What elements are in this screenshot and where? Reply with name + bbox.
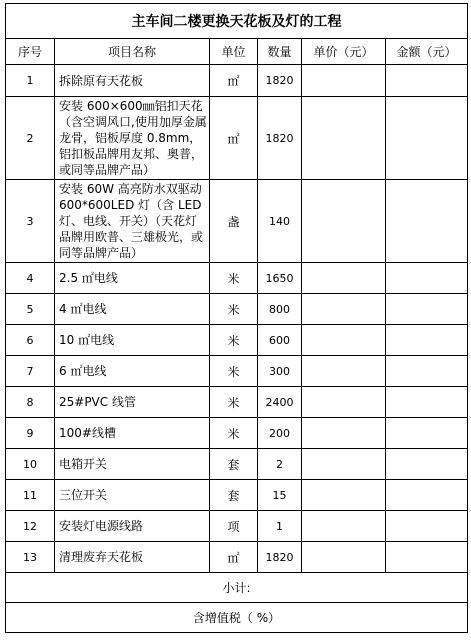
row-item-name: 10 ㎡电线: [55, 325, 210, 356]
row-quantity: 300: [258, 356, 302, 387]
row-item-name: 电箱开关: [55, 449, 210, 480]
row-unit: 米: [210, 263, 258, 294]
header-no: 序号: [6, 39, 55, 65]
row-unit-price[interactable]: [302, 542, 386, 573]
row-item-name: 2.5 ㎡电线: [55, 263, 210, 294]
table-row: [6, 356, 468, 387]
table-row: [6, 263, 468, 294]
table-row: [6, 511, 468, 542]
row-no: 5: [6, 294, 55, 325]
table-row: [6, 180, 468, 263]
row-amount[interactable]: [386, 294, 468, 325]
row-unit-price[interactable]: [302, 418, 386, 449]
row-quantity: 1: [258, 511, 302, 542]
row-item-name: 三位开关: [55, 480, 210, 511]
row-unit: 米: [210, 418, 258, 449]
row-amount[interactable]: [386, 325, 468, 356]
row-unit: ㎡: [210, 97, 258, 180]
row-unit-price[interactable]: [302, 449, 386, 480]
row-no: 4: [6, 263, 55, 294]
quotation-sheet: [5, 3, 467, 633]
row-quantity: 15: [258, 480, 302, 511]
row-amount[interactable]: [386, 263, 468, 294]
table-row: [6, 480, 468, 511]
row-no: 9: [6, 418, 55, 449]
tax-row: [6, 603, 468, 633]
header-unit: 单位: [210, 39, 258, 65]
row-amount[interactable]: [386, 180, 468, 263]
header-quantity: 数量: [258, 39, 302, 65]
row-no: 10: [6, 449, 55, 480]
table-row: [6, 387, 468, 418]
header-unit-price: 单价（元）: [302, 39, 386, 65]
header-item-name: 项目名称: [55, 39, 210, 65]
row-quantity: 2400: [258, 387, 302, 418]
row-amount[interactable]: [386, 542, 468, 573]
row-unit-price[interactable]: [302, 65, 386, 97]
table-row: [6, 542, 468, 573]
row-no: 7: [6, 356, 55, 387]
row-item-name: 6 ㎡电线: [55, 356, 210, 387]
row-amount[interactable]: [386, 449, 468, 480]
row-quantity: 140: [258, 180, 302, 263]
row-unit: 米: [210, 387, 258, 418]
row-amount[interactable]: [386, 418, 468, 449]
tax-label: 含增值税（ %）: [6, 603, 468, 633]
row-item-name: 25#PVC 线管: [55, 387, 210, 418]
row-unit-price[interactable]: [302, 480, 386, 511]
row-unit-price[interactable]: [302, 387, 386, 418]
row-no: 2: [6, 97, 55, 180]
subtotal-label: 小计:: [6, 573, 468, 603]
table-title: 主车间二楼更换天花板及灯的工程: [6, 4, 468, 39]
row-amount[interactable]: [386, 387, 468, 418]
table-row: [6, 418, 468, 449]
row-no: 6: [6, 325, 55, 356]
row-quantity: 1820: [258, 65, 302, 97]
row-quantity: 1820: [258, 97, 302, 180]
header-row: [6, 39, 468, 65]
row-item-name: 安装灯电源线路: [55, 511, 210, 542]
row-quantity: 1820: [258, 542, 302, 573]
row-unit: 项: [210, 511, 258, 542]
row-unit-price[interactable]: [302, 356, 386, 387]
row-unit: ㎡: [210, 542, 258, 573]
row-unit: ㎡: [210, 65, 258, 97]
row-no: 3: [6, 180, 55, 263]
row-unit: 米: [210, 356, 258, 387]
quotation-table: [5, 3, 468, 633]
row-item-name: 安装 600×600㎜铝扣天花（含空调风口,使用加厚金属龙骨，铝板厚度 0.8mm，铝扣板品牌用友邦、奥普，或同等品牌产品）: [55, 97, 210, 180]
table-row: [6, 97, 468, 180]
row-unit-price[interactable]: [302, 325, 386, 356]
table-row: [6, 294, 468, 325]
row-unit: 盏: [210, 180, 258, 263]
table-row: [6, 65, 468, 97]
row-amount[interactable]: [386, 65, 468, 97]
row-unit: 套: [210, 480, 258, 511]
row-no: 8: [6, 387, 55, 418]
row-amount[interactable]: [386, 480, 468, 511]
row-amount[interactable]: [386, 97, 468, 180]
row-no: 11: [6, 480, 55, 511]
table-row: [6, 325, 468, 356]
row-quantity: 2: [258, 449, 302, 480]
row-amount[interactable]: [386, 511, 468, 542]
row-unit: 米: [210, 325, 258, 356]
row-quantity: 1650: [258, 263, 302, 294]
row-amount[interactable]: [386, 356, 468, 387]
table-row: [6, 449, 468, 480]
row-unit-price[interactable]: [302, 97, 386, 180]
row-item-name: 4 ㎡电线: [55, 294, 210, 325]
row-unit-price[interactable]: [302, 294, 386, 325]
header-amount: 金额（元）: [386, 39, 468, 65]
row-no: 12: [6, 511, 55, 542]
row-quantity: 800: [258, 294, 302, 325]
row-quantity: 600: [258, 325, 302, 356]
row-item-name: 清理废弃天花板: [55, 542, 210, 573]
row-unit-price[interactable]: [302, 180, 386, 263]
row-no: 13: [6, 542, 55, 573]
row-item-name: 拆除原有天花板: [55, 65, 210, 97]
row-unit: 套: [210, 449, 258, 480]
row-item-name: 安装 60W 高亮防水双驱动 600*600LED 灯（含 LED 灯、电线、开关）（天花灯品牌用欧普、三雄极光，或同等品牌产品）: [55, 180, 210, 263]
row-no: 1: [6, 65, 55, 97]
row-unit-price[interactable]: [302, 263, 386, 294]
subtotal-row: [6, 573, 468, 603]
row-quantity: 200: [258, 418, 302, 449]
row-item-name: 100#线槽: [55, 418, 210, 449]
row-unit: 米: [210, 294, 258, 325]
row-unit-price[interactable]: [302, 511, 386, 542]
